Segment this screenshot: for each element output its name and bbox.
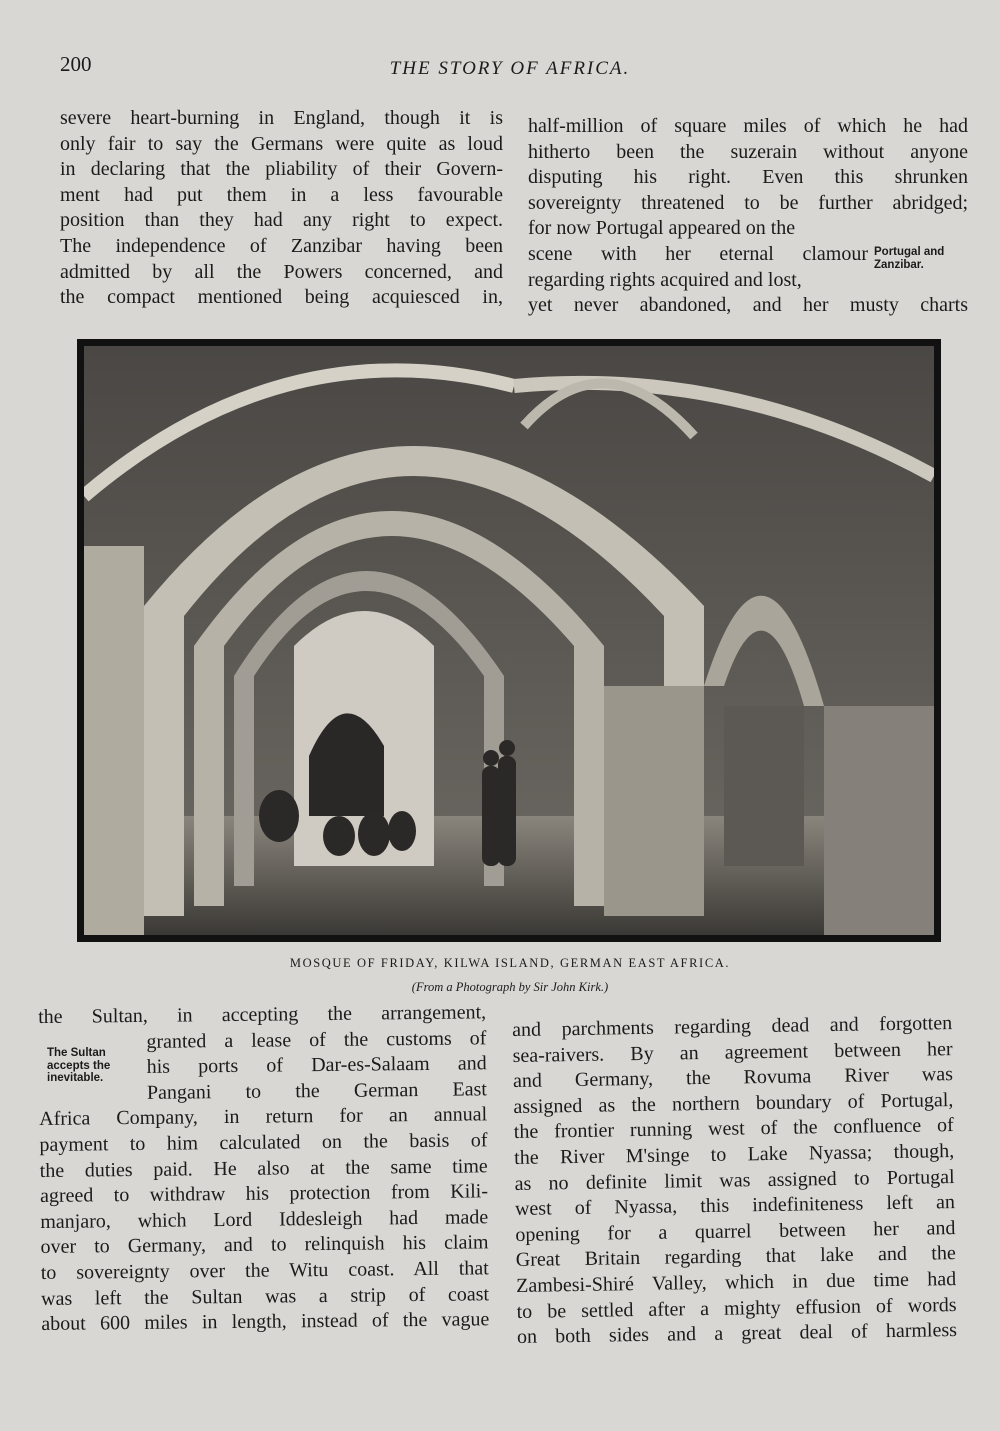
text-line: opening for a quarrel between her and (515, 1216, 956, 1246)
text-line: the duties paid. He also at the same time (39, 1154, 488, 1182)
text-line: granted a lease of the customs of (146, 1026, 487, 1053)
text-line: the River M'singe to Lake Nyassa; though, (514, 1140, 955, 1169)
sidenote-sultan-accepts (47, 1047, 110, 1085)
text-line: Pangani to the German East (146, 1078, 488, 1104)
photo-illustration (84, 346, 934, 935)
sidenote-line: Portugal and (874, 246, 945, 258)
sidenote-line: Zanzibar. (874, 258, 924, 271)
bottom-right-column (512, 1011, 957, 1351)
text-line: regarding rights acquired and lost, (528, 268, 802, 291)
mosque-photograph (77, 339, 941, 942)
text-line: Zambesi-Shiré Valley, which in due time had (516, 1267, 957, 1297)
text-line: severe heart-burning in England, though it is (60, 107, 503, 129)
text-line: yet never abandoned, and her musty charts (528, 294, 968, 317)
text-line: payment to him calculated on the basis of (39, 1129, 488, 1156)
text-line: sovereignty threatened to be further abridged; (528, 191, 968, 214)
top-left-column (60, 106, 503, 311)
text-line: over to Germany, and to relinquish his claim (40, 1231, 489, 1259)
figure-caption: MOSQUE OF FRIDAY, KILWA ISLAND, GERMAN EAST AFRICA. (289, 956, 731, 970)
text-line: manjaro, which Lord Iddesleigh had made (40, 1206, 489, 1233)
text-line: on both sides and a great deal of harmless (516, 1319, 958, 1349)
text-line: the Sultan, in accepting the arrangement, (38, 1001, 487, 1028)
page-number: 200 (60, 52, 92, 76)
text-line: ment had put them in a less favourable (60, 183, 503, 206)
text-line: for now Portugal appeared on the (528, 217, 796, 240)
sidenote-portugal-zanzibar (874, 246, 944, 271)
figure-credit: (From a Photograph by Sir John Kirk.) (411, 980, 609, 994)
text-line: to sovereignty over the Witu coast. All that (40, 1257, 489, 1284)
top-right-column (528, 114, 968, 319)
text-line: scene with her eternal clamour (528, 242, 868, 265)
text-line: only fair to say the Germans were quite as loud (60, 132, 503, 155)
text-line: position than they had any right to expect. (60, 209, 503, 232)
text-line: disputing his right. Even this shrunken (528, 166, 968, 189)
text-line: admitted by all the Powers concerned, and (60, 260, 503, 283)
running-head: THE STORY OF AFRICA. (389, 58, 631, 79)
text-line: sea-raivers. By an agreement between her (512, 1037, 953, 1067)
text-line: his ports of Dar-es-Salaam and (146, 1052, 487, 1079)
sidenote-line: accepts the (47, 1059, 111, 1072)
text-line: The independence of Zanzibar having been (60, 234, 503, 257)
text-line: in declaring that the pliability of their Govern- (60, 158, 503, 181)
sidenote-line: inevitable. (47, 1072, 104, 1084)
sidenote-line: The Sultan (47, 1047, 106, 1059)
text-line: Africa Company, in return for an annual (39, 1103, 488, 1131)
text-line: and Germany, the Rovuma River was (512, 1063, 954, 1093)
text-line: Great Britain regarding that lake and the (515, 1242, 956, 1272)
text-line: hitherto been the suzerain without anyone (528, 140, 968, 163)
text-line: as no definite limit was assigned to Portugal (514, 1165, 955, 1195)
text-line: agreed to withdraw his protection from Kili- (39, 1180, 489, 1208)
text-line: west of Nyassa, this indefiniteness left an (514, 1191, 956, 1221)
text-line: assigned as the northern boundary of Portugal, (513, 1088, 954, 1118)
text-line: to be settled after a mighty effusion of words (516, 1293, 957, 1323)
text-line: the compact mentioned being acquiesced in, (60, 286, 503, 309)
text-line: and parchments regarding dead and forgotten (512, 1012, 953, 1041)
text-line: was left the Sultan was a strip of coast (40, 1282, 490, 1310)
text-line: half-million of square miles of which he had (528, 115, 968, 137)
text-line: the frontier running west of the confluence of (513, 1114, 954, 1144)
text-line: about 600 miles in length, instead of the vague (41, 1308, 490, 1336)
